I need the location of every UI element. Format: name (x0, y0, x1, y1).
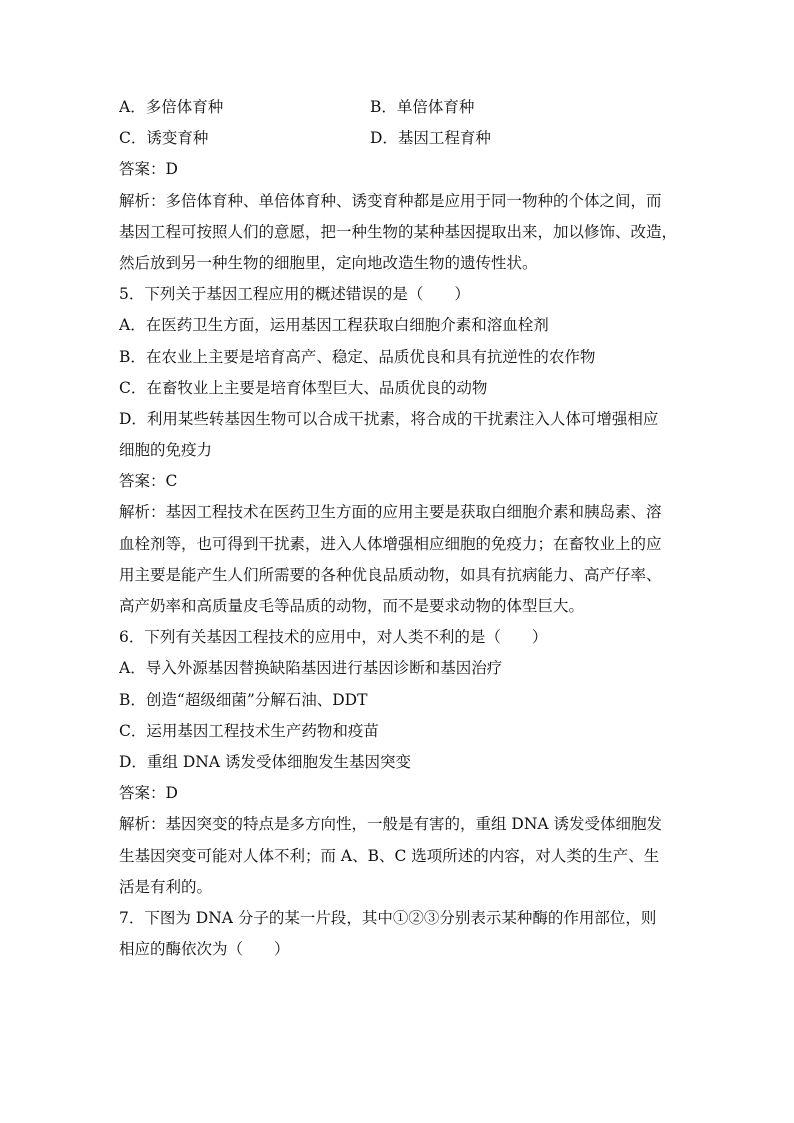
answer-line: 答案：D (119, 160, 178, 179)
question-5-option-b: B．在农业上主要是培育高产、稳定、品质优良和具有抗逆性的农作物 (119, 347, 596, 366)
question-6-analysis-line: 解析：基因突变的特点是多方向性，一般是有害的，重组 DNA 诱发受体细胞发 (119, 815, 663, 834)
question-5-answer: 答案：C (119, 472, 178, 491)
question-5-analysis-line: 高产奶率和高质量皮毛等品质的动物，而不是要求动物的体型巨大。 (119, 597, 585, 615)
question-5-stem: 5．下列关于基因工程应用的概述错误的是（ ） (119, 285, 470, 304)
question-5-analysis-line: 解析：基因工程技术在医药卫生方面的应用主要是获取白细胞介素和胰岛素、溶 (119, 503, 662, 522)
question-6-answer: 答案：D (119, 784, 178, 803)
option-row (119, 92, 679, 123)
analysis-line: 基因工程可按照人们的意愿，把一种生物的某种基因提取出来，加以修饰、改造， (119, 222, 678, 241)
question-6-option-d: D．重组 DNA 诱发受体细胞发生基因突变 (119, 752, 411, 771)
question-5-analysis-line: 血栓剂等，也可得到干扰素，进入人体增强相应细胞的免疫力；在畜牧业上的应 (119, 534, 662, 553)
question-5-analysis-line: 用主要是能产生人们所需要的各种优良品质动物，如具有抗病能力、高产仔率、 (119, 565, 662, 584)
question-5-option-d: D．利用某些转基因生物可以合成干扰素，将合成的干扰素注入人体可增强相应 (119, 409, 659, 428)
question-6-analysis-line: 活是有利的。 (119, 877, 213, 896)
analysis-line: 解析：多倍体育种、单倍体育种、诱变育种都是应用于同一物种的个体之间，而 (119, 191, 662, 210)
option-a: A．多倍体育种 (119, 98, 224, 116)
option-row (119, 123, 679, 154)
document-content (119, 92, 679, 965)
question-5-option-c: C．在畜牧业上主要是培育体型巨大、品质优良的动物 (119, 378, 488, 397)
question-6-option-b: B．创造“超级细菌”分解石油、DDT (119, 690, 368, 709)
option-c: C．诱变育种 (119, 129, 209, 148)
question-6-stem: 6．下列有关基因工程技术的应用中，对人类不利的是（ ） (119, 628, 548, 647)
analysis-line: 然后放到另一种生物的细胞里，定向地改造生物的遗传性状。 (119, 253, 538, 272)
question-6-option-c: C．运用基因工程技术生产药物和疫苗 (119, 721, 379, 740)
option-d: D．基因工程育种 (370, 129, 491, 148)
question-7-stem-line: 7．下图为 DNA 分子的某一片段，其中①②③分别表示某种酶的作用部位，则 (119, 908, 657, 927)
question-6-analysis-line: 生基因突变可能对人体不利；而 A、B、C 选项所述的内容，对人类的生产、生 (119, 846, 660, 865)
question-5-option-d-continued: 细胞的免疫力 (119, 441, 213, 460)
option-b: B．单倍体育种 (370, 98, 475, 116)
question-5-option-a: A．在医药卫生方面，运用基因工程获取白细胞介素和溶血栓剂 (119, 316, 549, 335)
question-6-option-a: A．导入外源基因替换缺陷基因进行基因诊断和基因治疗 (119, 659, 503, 678)
question-7-stem-line: 相应的酶依次为（ ） (119, 940, 290, 959)
